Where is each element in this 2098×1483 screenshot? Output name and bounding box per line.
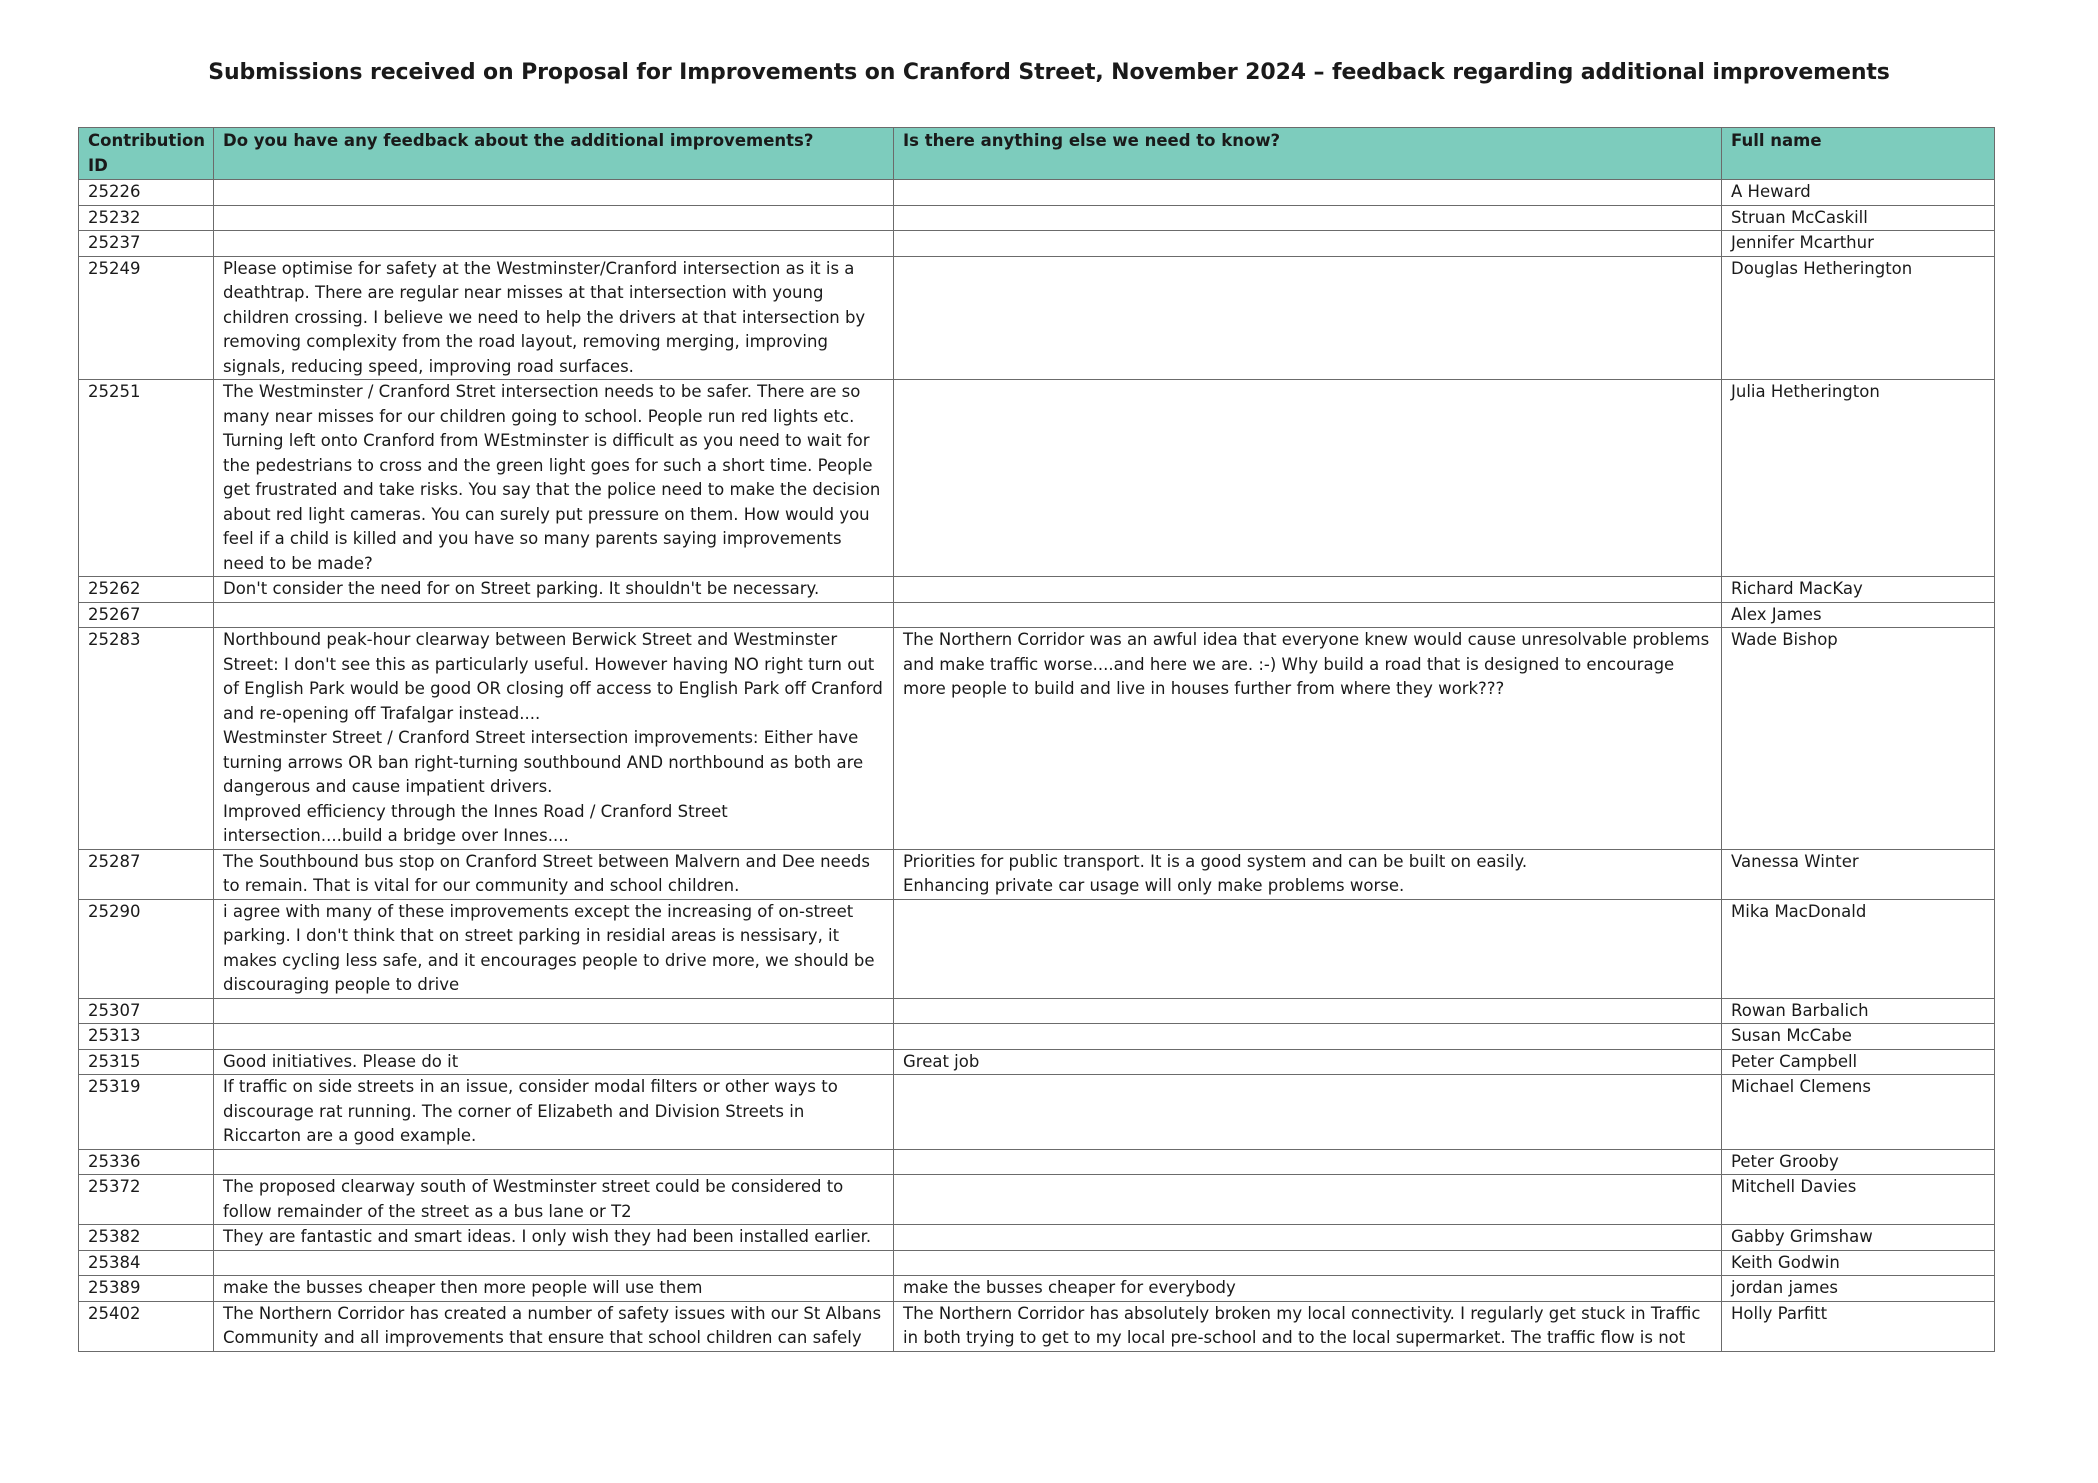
cell-anything-else bbox=[894, 205, 1722, 231]
table-row bbox=[79, 577, 1995, 603]
cell-anything-else bbox=[894, 899, 1722, 998]
submissions-table bbox=[78, 127, 1995, 1352]
header-feedback: Do you have any feedback about the additional improvements? bbox=[214, 128, 894, 180]
cell-full-name: Struan McCaskill bbox=[1722, 205, 1995, 231]
cell-feedback bbox=[214, 231, 894, 257]
table-row bbox=[79, 998, 1995, 1024]
header-row bbox=[79, 128, 1995, 180]
table-header bbox=[79, 128, 1995, 180]
cell-feedback bbox=[214, 998, 894, 1024]
table-row bbox=[79, 205, 1995, 231]
cell-full-name: A Heward bbox=[1722, 180, 1995, 206]
cell-anything-else bbox=[894, 1225, 1722, 1251]
cell-contribution-id: 25249 bbox=[79, 256, 214, 380]
table-row bbox=[79, 180, 1995, 206]
cell-anything-else bbox=[894, 577, 1722, 603]
cell-feedback: The Southbound bus stop on Cranford Street between Malvern and Dee needs to remain. That is vital for our community and school children. bbox=[214, 849, 894, 899]
cell-contribution-id: 25226 bbox=[79, 180, 214, 206]
table-row bbox=[79, 1301, 1995, 1351]
cell-feedback: make the busses cheaper then more people will use them bbox=[214, 1276, 894, 1302]
cell-anything-else: Great job bbox=[894, 1049, 1722, 1075]
table-row bbox=[79, 628, 1995, 850]
cell-full-name: Douglas Hetherington bbox=[1722, 256, 1995, 380]
cell-full-name: Rowan Barbalich bbox=[1722, 998, 1995, 1024]
header-contribution-id: Contribution ID bbox=[79, 128, 214, 180]
cell-feedback bbox=[214, 1149, 894, 1175]
cell-feedback bbox=[214, 1024, 894, 1050]
cell-full-name: Peter Campbell bbox=[1722, 1049, 1995, 1075]
cell-contribution-id: 25315 bbox=[79, 1049, 214, 1075]
cell-feedback: Please optimise for safety at the Westminster/Cranford intersection as it is a deathtrap. There are regular near misses at that intersection with young children crossing. I believe we need to help the drivers at that intersection by removing complexity from the road layout, removing merging, improving signals, reducing speed, improving road surfaces. bbox=[214, 256, 894, 380]
cell-anything-else bbox=[894, 1075, 1722, 1150]
cell-full-name: Holly Parfitt bbox=[1722, 1301, 1995, 1351]
cell-contribution-id: 25382 bbox=[79, 1225, 214, 1251]
cell-feedback: i agree with many of these improvements except the increasing of on-street parking. I don't think that on street parking in residial areas is nessisary, it makes cycling less safe, and it encourages people to drive more, we should be discouraging people to drive bbox=[214, 899, 894, 998]
table-row bbox=[79, 1250, 1995, 1276]
cell-feedback bbox=[214, 205, 894, 231]
cell-contribution-id: 25251 bbox=[79, 380, 214, 577]
cell-feedback bbox=[214, 180, 894, 206]
cell-anything-else bbox=[894, 1250, 1722, 1276]
cell-feedback: Don't consider the need for on Street parking. It shouldn't be necessary. bbox=[214, 577, 894, 603]
cell-anything-else bbox=[894, 1149, 1722, 1175]
cell-contribution-id: 25313 bbox=[79, 1024, 214, 1050]
cell-contribution-id: 25287 bbox=[79, 849, 214, 899]
cell-contribution-id: 25283 bbox=[79, 628, 214, 850]
cell-feedback: Northbound peak-hour clearway between Berwick Street and Westminster Street: I don't see this as particularly useful. However having NO right turn out of English Park would be good OR closing off access to English Park off Cranford and re-opening off Trafalgar instead.... Westminster Street / Cranford Street intersection improvements: Either have turning arrows OR ban right-turning southbound AND northbound as both are dangerous and cause impatient drivers. Improved efficiency through the Innes Road / Cranford Street intersection....build a bridge over Innes.... bbox=[214, 628, 894, 850]
table-row bbox=[79, 1276, 1995, 1302]
cell-contribution-id: 25267 bbox=[79, 602, 214, 628]
cell-anything-else: The Northern Corridor has absolutely broken my local connectivity. I regularly get stuck in Traffic in both trying to get to my local pre-school and to the local supermarket. The traffic flow is not bbox=[894, 1301, 1722, 1351]
cell-contribution-id: 25372 bbox=[79, 1175, 214, 1225]
table-row bbox=[79, 1225, 1995, 1251]
cell-full-name: Vanessa Winter bbox=[1722, 849, 1995, 899]
cell-feedback: If traffic on side streets in an issue, consider modal filters or other ways to discourage rat running. The corner of Elizabeth and Division Streets in Riccarton are a good example. bbox=[214, 1075, 894, 1150]
table-row bbox=[79, 1075, 1995, 1150]
header-full-name: Full name bbox=[1722, 128, 1995, 180]
cell-full-name: Susan McCabe bbox=[1722, 1024, 1995, 1050]
header-anything-else: Is there anything else we need to know? bbox=[894, 128, 1722, 180]
table-row bbox=[79, 1024, 1995, 1050]
cell-anything-else bbox=[894, 180, 1722, 206]
cell-anything-else bbox=[894, 231, 1722, 257]
table-row bbox=[79, 1049, 1995, 1075]
table-row bbox=[79, 380, 1995, 577]
cell-anything-else bbox=[894, 998, 1722, 1024]
table-row bbox=[79, 231, 1995, 257]
cell-anything-else bbox=[894, 1024, 1722, 1050]
cell-contribution-id: 25237 bbox=[79, 231, 214, 257]
cell-full-name: Mitchell Davies bbox=[1722, 1175, 1995, 1225]
cell-full-name: Mika MacDonald bbox=[1722, 899, 1995, 998]
table-row bbox=[79, 849, 1995, 899]
cell-full-name: Richard MacKay bbox=[1722, 577, 1995, 603]
cell-feedback: They are fantastic and smart ideas. I only wish they had been installed earlier. bbox=[214, 1225, 894, 1251]
cell-feedback: The Westminster / Cranford Stret intersection needs to be safer. There are so many near misses for our children going to school. People run red lights etc. Turning left onto Cranford from WEstminster is difficult as you need to wait for the pedestrians to cross and the green light goes for such a short time. People get frustrated and take risks. You say that the police need to make the decision about red light cameras. You can surely put pressure on them. How would you feel if a child is killed and you have so many parents saying improvements need to be made? bbox=[214, 380, 894, 577]
table-row bbox=[79, 256, 1995, 380]
cell-feedback: Good initiatives. Please do it bbox=[214, 1049, 894, 1075]
cell-full-name: Wade Bishop bbox=[1722, 628, 1995, 850]
cell-contribution-id: 25336 bbox=[79, 1149, 214, 1175]
cell-anything-else bbox=[894, 256, 1722, 380]
cell-anything-else: Priorities for public transport. It is a good system and can be built on easily. Enhancing private car usage will only make problems worse. bbox=[894, 849, 1722, 899]
cell-contribution-id: 25290 bbox=[79, 899, 214, 998]
cell-contribution-id: 25307 bbox=[79, 998, 214, 1024]
cell-contribution-id: 25384 bbox=[79, 1250, 214, 1276]
cell-full-name: Keith Godwin bbox=[1722, 1250, 1995, 1276]
page-title: Submissions received on Proposal for Improvements on Cranford Street, November 2024 – feedback regarding additional improvements bbox=[208, 60, 1890, 85]
cell-anything-else: make the busses cheaper for everybody bbox=[894, 1276, 1722, 1302]
cell-feedback bbox=[214, 1250, 894, 1276]
table-body bbox=[79, 180, 1995, 1352]
cell-full-name: Gabby Grimshaw bbox=[1722, 1225, 1995, 1251]
cell-feedback bbox=[214, 602, 894, 628]
cell-full-name: Peter Grooby bbox=[1722, 1149, 1995, 1175]
cell-full-name: jordan james bbox=[1722, 1276, 1995, 1302]
cell-contribution-id: 25262 bbox=[79, 577, 214, 603]
cell-contribution-id: 25232 bbox=[79, 205, 214, 231]
cell-feedback: The Northern Corridor has created a number of safety issues with our St Albans Community and all improvements that ensure that school children can safely bbox=[214, 1301, 894, 1351]
table-row bbox=[79, 1149, 1995, 1175]
cell-contribution-id: 25402 bbox=[79, 1301, 214, 1351]
table-row bbox=[79, 602, 1995, 628]
cell-anything-else bbox=[894, 1175, 1722, 1225]
table-row bbox=[79, 899, 1995, 998]
table-row bbox=[79, 1175, 1995, 1225]
cell-anything-else bbox=[894, 380, 1722, 577]
cell-full-name: Michael Clemens bbox=[1722, 1075, 1995, 1150]
cell-full-name: Alex James bbox=[1722, 602, 1995, 628]
cell-contribution-id: 25389 bbox=[79, 1276, 214, 1302]
cell-anything-else bbox=[894, 602, 1722, 628]
cell-full-name: Jennifer Mcarthur bbox=[1722, 231, 1995, 257]
cell-feedback: The proposed clearway south of Westminster street could be considered to follow remainder of the street as a bus lane or T2 bbox=[214, 1175, 894, 1225]
cell-anything-else: The Northern Corridor was an awful idea that everyone knew would cause unresolvable problems and make traffic worse....and here we are. :-) Why build a road that is designed to encourage more people to build and live in houses further from where they work??? bbox=[894, 628, 1722, 850]
cell-full-name: Julia Hetherington bbox=[1722, 380, 1995, 577]
cell-contribution-id: 25319 bbox=[79, 1075, 214, 1150]
